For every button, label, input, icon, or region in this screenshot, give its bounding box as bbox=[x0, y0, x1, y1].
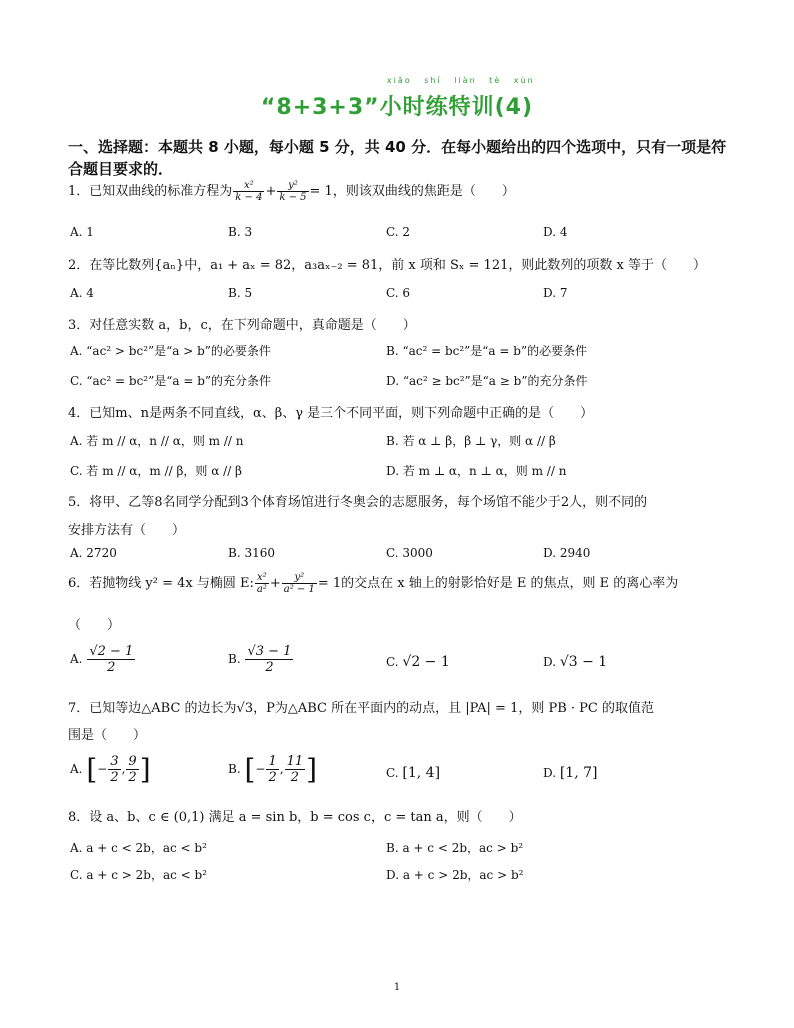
q6-frac2 bbox=[282, 572, 317, 595]
q7-option-a-hi bbox=[126, 754, 138, 785]
q3-option-b[interactable]: B. “ac² = bc²”是“a = b”的必要条件 bbox=[386, 344, 588, 358]
q7-option-b-hi bbox=[285, 754, 306, 785]
q6-option-c-label: C. bbox=[386, 655, 399, 669]
q6-stem-b: 的交点在 x 轴上的射影恰好是 E 的焦点，则 E 的离心率为 bbox=[341, 576, 679, 591]
question-4-stem: 4．已知m、n是两条不同直线，α、β、γ 是三个不同平面，则下列命题中正确的是（ ） bbox=[68, 406, 594, 421]
question-7-stem-line1: 7．已知等边△ABC 的边长为√3，P为△ABC 所在平面内的动点，且 |PA| = 1，则 PB · PC 的取值范 bbox=[68, 701, 655, 716]
title-pinyin: xiǎo shí liàn tè xùn bbox=[386, 76, 535, 85]
q6-option-d[interactable] bbox=[543, 654, 607, 670]
question-5-stem-line1: 5．将甲、乙等8名同学分配到3个体育场馆进行冬奥会的志愿服务，每个场馆不能少于2人，则不同的 bbox=[68, 495, 648, 510]
q7-option-a-lbracket: [ bbox=[86, 753, 98, 786]
q1-stem-a: 1．已知双曲线的标准方程为 bbox=[68, 184, 233, 199]
q6-option-c-text: √2 − 1 bbox=[402, 654, 450, 670]
q6-frac2-den: a² − 1 bbox=[283, 584, 315, 595]
question-8-stem: 8．设 a、b、c ∈ (0,1) 满足 a = sin b，b = cos c，c = tan a，则（ ） bbox=[68, 810, 522, 825]
q4-option-b[interactable]: B. 若 α ⊥ β，β ⊥ γ，则 α // β bbox=[386, 434, 556, 448]
q7-option-b-rbracket: ] bbox=[306, 753, 318, 786]
q6-eq: = 1 bbox=[317, 576, 342, 591]
section-heading: 一、选择题：本题共 8 小题，每小题 5 分，共 40 分．在每小题给出的四个选项中，只有一项是符合题目要求的． bbox=[68, 138, 727, 178]
q7-option-a-rbracket: ] bbox=[139, 753, 151, 786]
q6-option-b-label: B. bbox=[228, 652, 241, 666]
q6-option-c[interactable] bbox=[386, 654, 450, 670]
q7-option-a-hi-den: 2 bbox=[128, 770, 137, 785]
q1-plus: + bbox=[265, 184, 277, 199]
q5-option-b[interactable]: B. 3160 bbox=[228, 546, 275, 560]
q6-option-d-text: √3 − 1 bbox=[559, 654, 608, 670]
q1-option-a[interactable]: A. 1 bbox=[70, 225, 94, 239]
page-title bbox=[261, 78, 533, 121]
q7-option-a-hi-num: 9 bbox=[128, 754, 137, 769]
q8-option-d[interactable]: D. a + c > 2b，ac > b² bbox=[386, 868, 524, 882]
q7-option-a-sign: − bbox=[97, 762, 108, 776]
q7-option-a[interactable]: A. [− $\frac{3}{2}$ , $\frac{9}{2}$ ] bbox=[70, 753, 151, 786]
q3-option-a[interactable]: A. “ac² > bc²”是“a > b”的必要条件 bbox=[70, 344, 271, 358]
title-area bbox=[0, 78, 794, 121]
q1-option-c[interactable]: C. 2 bbox=[386, 225, 411, 239]
q2-option-d[interactable]: D. 7 bbox=[543, 286, 568, 300]
q6-option-a-frac bbox=[87, 644, 135, 675]
q7-option-b[interactable]: B. [− $\frac{1}{2}$ , $\frac{11}{2}$ ] bbox=[228, 753, 318, 786]
q1-stem-b: ，则该双曲线的焦距是（ ） bbox=[332, 184, 515, 199]
q6-option-a-den: 2 bbox=[107, 660, 116, 675]
q1-frac2 bbox=[277, 180, 308, 203]
question-1-stem bbox=[68, 180, 515, 203]
question-6-stem-line2: （ ） bbox=[68, 618, 121, 633]
q1-frac1-den: k − 4 bbox=[235, 192, 263, 203]
q7-option-a-lo-den: 2 bbox=[110, 770, 119, 785]
q4-option-c[interactable]: C. 若 m // α，m // β，则 α // β bbox=[70, 464, 242, 478]
q8-option-c[interactable]: C. a + c > 2b，ac < b² bbox=[70, 868, 207, 882]
q7-option-d-text: [1, 7] bbox=[559, 765, 598, 781]
q1-option-b[interactable]: B. 3 bbox=[228, 225, 253, 239]
q2-option-a[interactable]: A. 4 bbox=[70, 286, 94, 300]
q1-option-d[interactable]: D. 4 bbox=[543, 225, 568, 239]
question-5-stem-line2: 安排方法有（ ） bbox=[68, 523, 186, 538]
q7-option-c-text: [1, 4] bbox=[402, 765, 441, 781]
page-number: 1 bbox=[393, 982, 401, 993]
q3-option-c[interactable]: C. “ac² = bc²”是“a = b”的充分条件 bbox=[70, 374, 272, 388]
q4-option-d[interactable]: D. 若 m ⊥ α，n ⊥ α，则 m // n bbox=[386, 464, 567, 478]
q7-option-b-lo bbox=[266, 754, 278, 785]
q7-option-b-hi-den: 2 bbox=[290, 770, 299, 785]
q7-option-c-label: C. bbox=[386, 766, 399, 780]
q6-frac1-den: a² bbox=[256, 584, 267, 595]
question-3-stem: 3．对任意实数 a，b，c，在下列命题中，真命题是（ ） bbox=[68, 318, 416, 333]
q1-eq: = 1 bbox=[309, 184, 333, 199]
q4-option-a[interactable]: A. 若 m // α，n // α，则 m // n bbox=[70, 434, 244, 448]
q6-frac1-num: x² bbox=[255, 572, 269, 584]
q6-option-b-frac bbox=[245, 644, 293, 675]
question-7-stem-line2: 围是（ ） bbox=[68, 728, 147, 743]
q6-option-b-den: 2 bbox=[265, 660, 274, 675]
q5-option-c[interactable]: C. 3000 bbox=[386, 546, 433, 560]
q7-option-d-label: D. bbox=[543, 766, 557, 780]
q2-option-c[interactable]: C. 6 bbox=[386, 286, 411, 300]
q6-frac2-num: y² bbox=[282, 572, 317, 584]
q7-option-b-lo-num: 1 bbox=[268, 754, 277, 769]
q7-option-b-hi-num: 11 bbox=[286, 754, 304, 769]
q1-frac1-num: x² bbox=[233, 180, 264, 192]
q3-option-d[interactable]: D. “ac² ≥ bc²”是“a ≥ b”的充分条件 bbox=[386, 374, 588, 388]
q7-option-b-lo-den: 2 bbox=[268, 770, 277, 785]
q6-option-b-num: √3 − 1 bbox=[247, 644, 292, 659]
q8-option-a[interactable]: A. a + c < 2b，ac < b² bbox=[70, 841, 207, 855]
q6-option-a-label: A. bbox=[70, 652, 83, 666]
q7-option-a-lo bbox=[108, 754, 120, 785]
q7-option-b-label: B. bbox=[228, 762, 241, 776]
q6-plus: + bbox=[269, 576, 281, 591]
question-6-stem bbox=[68, 572, 678, 595]
q7-option-d[interactable] bbox=[543, 765, 597, 781]
q6-option-a-num: √2 − 1 bbox=[89, 644, 134, 659]
q5-option-a[interactable]: A. 2720 bbox=[70, 546, 117, 560]
q1-frac1 bbox=[233, 180, 264, 203]
q7-option-b-sign: − bbox=[255, 762, 266, 776]
q6-option-d-label: D. bbox=[543, 655, 557, 669]
q7-option-a-label: A. bbox=[70, 762, 83, 776]
q8-option-b[interactable]: B. a + c < 2b，ac > b² bbox=[386, 841, 524, 855]
q5-option-d[interactable]: D. 2940 bbox=[543, 546, 591, 560]
q7-option-a-lo-num: 3 bbox=[110, 754, 119, 769]
q6-frac1 bbox=[255, 572, 269, 595]
q1-frac2-num: y² bbox=[277, 180, 308, 192]
q7-option-c[interactable] bbox=[386, 765, 440, 781]
question-2-stem: 2．在等比数列{aₙ}中，a₁ + aₓ = 82，a₃aₓ₋₂ = 81，前 x 项和 Sₓ = 121，则此数列的项数 x 等于（ ） bbox=[68, 258, 706, 273]
q6-option-a[interactable] bbox=[70, 644, 136, 675]
q6-stem-a: 6．若抛物线 y² = 4x 与椭圆 E: bbox=[68, 576, 254, 591]
q7-option-b-lbracket: [ bbox=[244, 753, 256, 786]
q1-frac2-den: k − 5 bbox=[279, 192, 307, 203]
title-text: “8+3+3”小时练特训(4) bbox=[260, 95, 534, 120]
q2-option-b[interactable]: B. 5 bbox=[228, 286, 253, 300]
q6-option-b[interactable] bbox=[228, 644, 294, 675]
